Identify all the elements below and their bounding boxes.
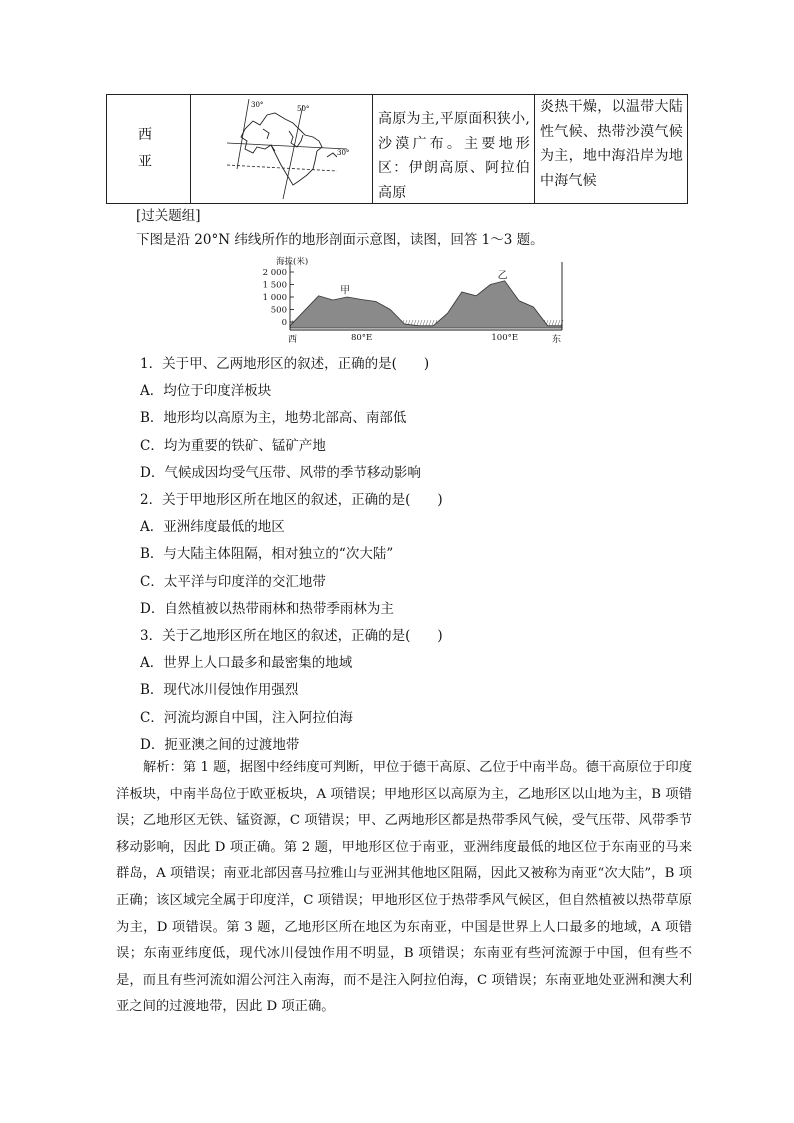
- question-1-option-a: A．均位于印度洋板块: [140, 383, 272, 400]
- map-label-lon50: 50°: [297, 105, 310, 113]
- climate-description: 炎热干燥，以温带大陆性气候、热带沙漠气候为主，地中海沿岸为地中海气候: [540, 99, 683, 189]
- y-tick-label: 0: [281, 318, 287, 328]
- question-2-option-a: A．亚洲纬度最低的地区: [140, 519, 285, 536]
- analysis-paragraph: 解析：第 1 题，据图中经纬度可判断，甲位于德干高原、乙位于中南半岛。德干高原位于印度洋板块，中南半岛位于欧亚板块，A 项错误；甲地形区以高原为主，乙地形区以山地为主，B 项错误；乙地形区无铁、锰资源，C 项错误；甲、乙两地形区都是热带季风气候，受气压带、风带季节移动影响，因此 D 项正确。第 2 题，甲地形区位于南亚，亚洲纬度最低的地区位于东南亚的马来群岛，A 项错误；南亚北部因喜马拉雅山与亚洲其他地区阻隔，因此又被称为南亚“次大陆”，B 项正确；该区域完全属于印度洋，C 项错误；甲地形区位于热带季风气候区，但自然植被以热带草原为主，D 项错误。第 3 题，乙地形区所在地区为东南亚，中国是世界上人口最多的地域，A 项错误；东南亚纬度低，现代冰川侵蚀作用不明显，B 项错误；东南亚有些河流源于中国，但有些不是，而且有些河流如湄公河注入南海，而不是注入阿拉伯海，C 项错误；东南亚地处亚洲和澳大利亚之间的过渡地带，因此 D 项正确。: [116, 760, 692, 1015]
- question-3-option-a: A．世界上人口最多和最密集的地域: [140, 655, 353, 672]
- x-tick-label-80e: 80°E: [350, 333, 373, 343]
- region-table-row: [106, 94, 688, 204]
- y-tick-label: 2 000: [262, 268, 287, 278]
- question-intro: 下图是沿 20°N 纬线所作的地形剖面示意图，读图，回答 1～3 题。: [136, 232, 544, 248]
- question-2-option-c: C．太平洋与印度洋的交汇地带: [140, 573, 326, 590]
- region-name-char-1: 西: [138, 127, 152, 143]
- y-tick-label: 1 000: [262, 293, 287, 303]
- west-label: 西: [288, 335, 298, 345]
- question-1-option-b: B．地形均以高原为主，地势北部高、南部低: [140, 410, 407, 427]
- y-axis-title: 海拔(米): [276, 257, 309, 267]
- landform-description: 高原为主,平原面积狭小,沙漠广布。主要地形区：伊朗高原、阿拉伯高原: [378, 111, 530, 201]
- question-3-stem: 3．关于乙地形区所在地区的叙述，正确的是( ): [140, 628, 443, 644]
- question-1-stem: 1．关于甲、乙两地形区的叙述，正确的是( ): [140, 356, 430, 372]
- label-yi: 乙: [497, 270, 508, 282]
- table-divider: [190, 95, 191, 203]
- west-asia-map: [227, 99, 372, 201]
- question-3-option-c: C．河流均源自中国，注入阿拉伯海: [140, 709, 353, 726]
- region-name-char-2: 亚: [138, 154, 152, 170]
- x-tick-label-100e: 100°E: [491, 333, 519, 343]
- label-jia: 甲: [340, 285, 351, 297]
- y-tick-label: 1 500: [262, 280, 287, 291]
- question-3-option-d: D．扼亚澳之间的过渡地带: [140, 736, 300, 753]
- map-label-lat30-top: 30°: [251, 101, 264, 109]
- map-label-lat30-right: 30°: [337, 149, 350, 157]
- question-3-option-b: B．现代冰川侵蚀作用强烈: [140, 682, 299, 699]
- section-title: [过关题组]: [136, 208, 201, 224]
- question-2-option-b: B．与大陆主体阻隔，相对独立的“次大陆”: [140, 546, 394, 563]
- question-1-option-d: D．气候成因均受气压带、风带的季节移动影响: [140, 464, 421, 481]
- question-2-stem: 2．关于甲地形区所在地区的叙述，正确的是( ): [140, 492, 443, 508]
- question-1-option-c: C．均为重要的铁矿、锰矿产地: [140, 437, 326, 454]
- table-divider: [372, 95, 373, 203]
- terrain-profile-chart: [232, 254, 572, 348]
- question-2-option-d: D．自然植被以热带雨林和热带季雨林为主: [140, 600, 394, 617]
- east-label: 东: [552, 335, 562, 345]
- y-tick-label: 500: [270, 305, 287, 316]
- table-divider: [534, 95, 535, 203]
